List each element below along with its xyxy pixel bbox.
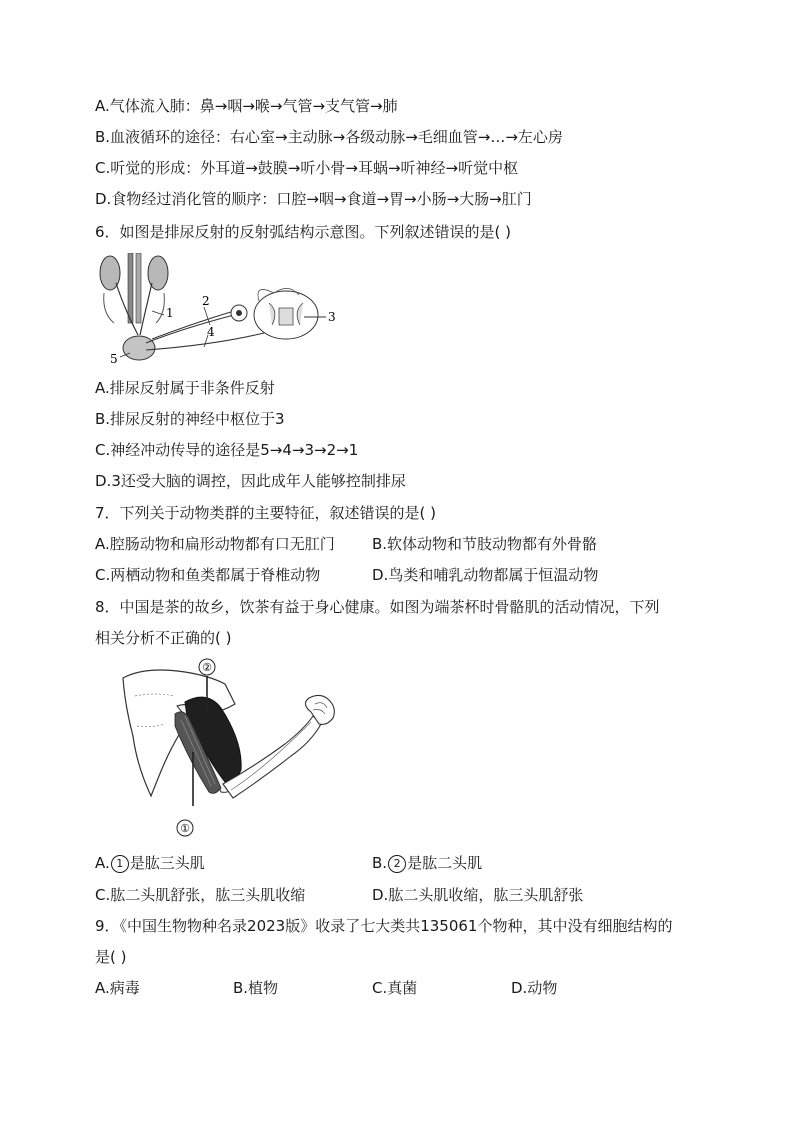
arm-muscle-figure [115, 656, 340, 841]
reflex-label-5: 5 [110, 352, 118, 366]
q7-option-d: D.鸟类和哺乳动物都属于恒温动物 [372, 566, 599, 584]
reflex-label-3: 3 [328, 310, 336, 324]
q8-stem-line2: 相关分析不正确的( ) [95, 629, 232, 647]
reflex-label-2: 2 [202, 294, 210, 308]
q5-option-c: C.听觉的形成：外耳道→鼓膜→听小骨→耳蜗→听神经→听觉中枢 [95, 159, 519, 177]
reflex-label-4: 4 [207, 325, 215, 339]
q9-option-b: B.植物 [233, 979, 279, 997]
q9-stem-line1: 9．《中国生物物种名录2023版》收录了七大类共135061个物种，其中没有细胞结构的 [95, 917, 673, 935]
q8-stem-line1: 8．中国是茶的故乡，饮茶有益于身心健康。如图为端茶杯时骨骼肌的活动情况，下列 [95, 598, 660, 616]
q7-option-a: A.腔肠动物和扁形动物都有口无肛门 [95, 535, 335, 553]
reflex-label-1: 1 [166, 306, 174, 320]
q5-option-a: A.气体流入肺：鼻→咽→喉→气管→支气管→肺 [95, 97, 398, 115]
q9-stem-line2: 是( ) [95, 948, 127, 966]
q8-option-b: B. 2 是肱二头肌 [372, 854, 483, 872]
q8-option-d: D.肱二头肌收缩，肱三头肌舒张 [372, 886, 584, 904]
q9-option-a: A.病毒 [95, 979, 140, 997]
q6-option-b: B.排尿反射的神经中枢位于3 [95, 410, 285, 428]
q5-option-b: B.血液循环的途径：右心室→主动脉→各级动脉→毛细血管→…→左心房 [95, 128, 563, 146]
reflex-arc-figure [94, 253, 354, 368]
arm-label-2: ② [202, 661, 212, 674]
circle-2-mark: 2 [388, 855, 406, 873]
q6-stem: 6．如图是排尿反射的反射弧结构示意图。下列叙述错误的是( ) [95, 223, 512, 241]
q6-option-d: D.3还受大脑的调控，因此成年人能够控制排尿 [95, 472, 406, 490]
q6-option-a: A.排尿反射属于非条件反射 [95, 379, 275, 397]
q8-option-a: A. 1 是肱三头肌 [95, 854, 205, 872]
circle-1-mark: 1 [111, 855, 129, 873]
arm-label-1: ① [180, 822, 190, 835]
q7-option-c: C.两栖动物和鱼类都属于脊椎动物 [95, 566, 321, 584]
q5-option-d: D.食物经过消化管的顺序：口腔→咽→食道→胃→小肠→大肠→肛门 [95, 190, 532, 208]
q6-option-c: C.神经冲动传导的途径是5→4→3→2→1 [95, 441, 359, 459]
q7-option-b: B.软体动物和节肢动物都有外骨骼 [372, 535, 598, 553]
q9-option-d: D.动物 [511, 979, 558, 997]
q9-option-c: C.真菌 [372, 979, 418, 997]
q8-option-c: C.肱二头肌舒张，肱三头肌收缩 [95, 886, 306, 904]
q7-stem: 7．下列关于动物类群的主要特征，叙述错误的是( ) [95, 504, 437, 522]
